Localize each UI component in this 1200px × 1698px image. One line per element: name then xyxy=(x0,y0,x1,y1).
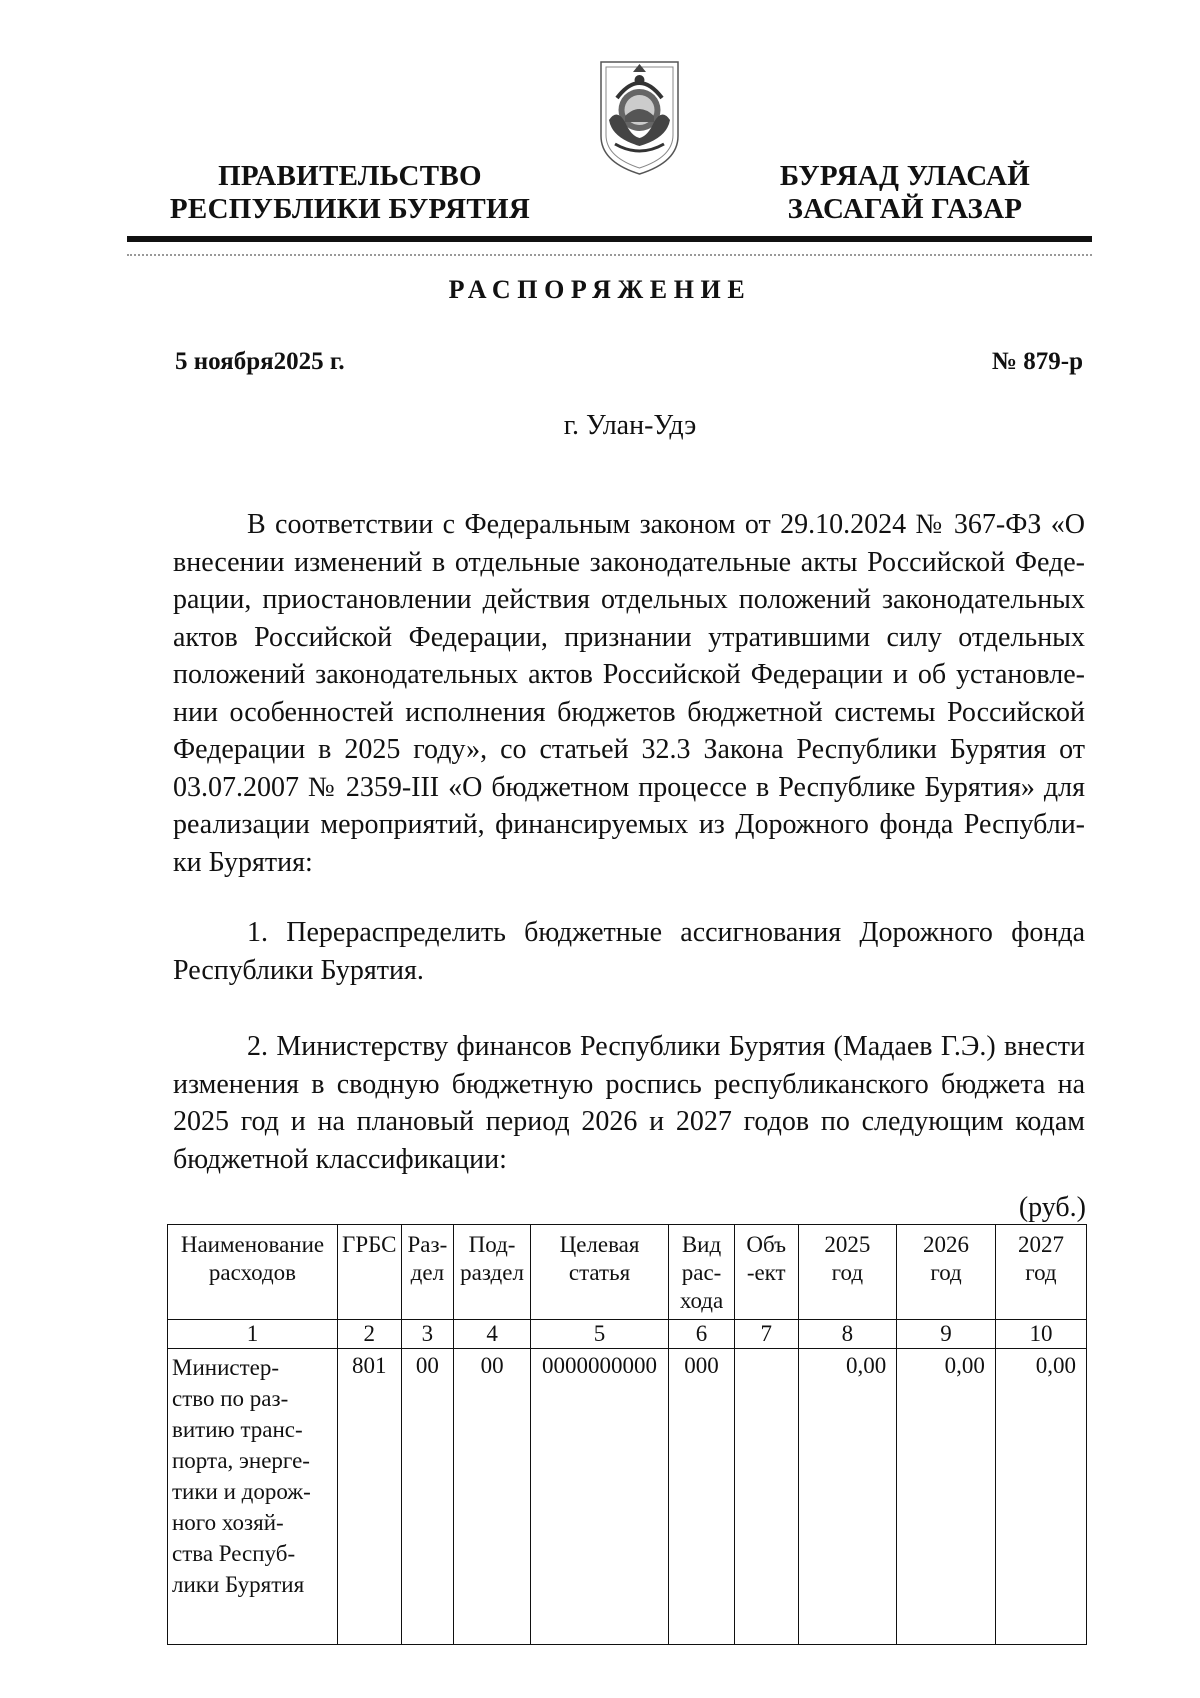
column-header-name: Наименование расходов xyxy=(168,1225,338,1320)
document-city: г. Улан-Удэ xyxy=(563,410,697,441)
cell-object xyxy=(734,1349,798,1645)
text-line: изменения в сводную бюджетную роспись республиканского бюджета на xyxy=(173,1068,1085,1100)
cell-podrazdel: 00 xyxy=(454,1349,531,1645)
column-header-razdel: Раз- дел xyxy=(401,1225,454,1320)
cell-vid: 000 xyxy=(669,1349,735,1645)
text-line: 2. Министерству финансов Республики Бурятия (Мадаев Г.Э.) внести xyxy=(247,1031,1085,1062)
text-line: положений законодательных актов Российской Федерации и об установле- xyxy=(173,659,1085,690)
preamble-paragraph xyxy=(173,506,1085,881)
text-line: Федерации в 2025 году», со статьей 32.3 Закона Республики Бурятия от xyxy=(173,734,1085,765)
cell-2027: 0,00 xyxy=(995,1349,1086,1645)
text-line: В соответствии с Федеральным законом от 29.10.2024 № 367-ФЗ «О xyxy=(247,509,1085,540)
column-header-podrazdel: Под- раздел xyxy=(454,1225,531,1320)
text-line: ки Бурятия: xyxy=(173,846,313,878)
item-2-paragraph xyxy=(173,1028,1085,1178)
column-number: 2 xyxy=(337,1320,401,1349)
text-line: 03.07.2007 № 2359-III «О бюджетном процессе в Республике Бурятия» для xyxy=(173,771,1085,803)
cell-razdel: 00 xyxy=(401,1349,454,1645)
cell-2025: 0,00 xyxy=(798,1349,897,1645)
government-name-buryat xyxy=(760,160,1050,226)
column-number: 4 xyxy=(454,1320,531,1349)
column-header-target: Целевая статья xyxy=(530,1225,668,1320)
document-type-title: РАСПОРЯЖЕНИЕ xyxy=(448,275,752,304)
document-number: № 879-р xyxy=(991,348,1083,375)
cell-grbs: 801 xyxy=(337,1349,401,1645)
column-number-row xyxy=(168,1320,1087,1349)
column-number: 9 xyxy=(897,1320,996,1349)
cell-expense-name: Министер- ство по раз- витию транс- порта, энерге- тики и дорож- ного хозяй- ства Респуб- лики Бурятия xyxy=(168,1349,338,1645)
text-line: Республики Бурятия. xyxy=(173,954,424,986)
table-header-row xyxy=(168,1225,1087,1320)
header-left-line-1: ПРАВИТЕЛЬСТВО xyxy=(218,160,482,192)
column-number: 5 xyxy=(530,1320,668,1349)
text-line: нии особенностей исполнения бюджетов бюджетной системы Российской xyxy=(173,696,1085,728)
currency-unit-label: (руб.) xyxy=(1018,1192,1086,1223)
table-row xyxy=(168,1349,1087,1645)
column-header-grbs: ГРБС xyxy=(337,1225,401,1320)
text-line: бюджетной классификации: xyxy=(173,1143,507,1175)
item-1-paragraph xyxy=(173,914,1085,989)
coat-of-arms-emblem xyxy=(597,58,682,178)
header-left-line-2: РЕСПУБЛИКИ БУРЯТИЯ xyxy=(169,193,531,225)
header-right-line-1: БУРЯАД УЛАСАЙ xyxy=(779,160,1031,192)
text-line: реализации мероприятий, финансируемых из Дорожного фонда Республи- xyxy=(173,809,1085,840)
column-header-vid: Вид рас- хода xyxy=(669,1225,735,1320)
column-number: 8 xyxy=(798,1320,897,1349)
column-number: 1 xyxy=(168,1320,338,1349)
text-line: рации, приостановлении действия отдельных положений законодательных xyxy=(173,584,1085,615)
text-line: 2025 год и на плановый период 2026 и 2027 годов по следующим кодам xyxy=(173,1106,1085,1137)
header-divider-dotted xyxy=(127,254,1092,256)
column-header-2027: 2027 год xyxy=(995,1225,1086,1320)
government-name-russian xyxy=(160,160,540,226)
document-date: 5 ноября2025 г. xyxy=(175,348,345,375)
header-right-line-2: ЗАСАГАЙ ГАЗАР xyxy=(787,193,1023,225)
cell-2026: 0,00 xyxy=(897,1349,996,1645)
column-header-2026: 2026 год xyxy=(897,1225,996,1320)
column-number: 10 xyxy=(995,1320,1086,1349)
text-line: актов Российской Федерации, признании утратившими силу отдельных xyxy=(173,621,1085,653)
column-number: 6 xyxy=(669,1320,735,1349)
column-header-2025: 2025 год xyxy=(798,1225,897,1320)
text-line: 1. Перераспределить бюджетные ассигнования Дорожного фонда xyxy=(247,917,1085,948)
column-number: 7 xyxy=(734,1320,798,1349)
text-line: внесении изменений в отдельные законодательные акты Российской Феде- xyxy=(173,546,1085,578)
column-header-object: Объ -ект xyxy=(734,1225,798,1320)
column-number: 3 xyxy=(401,1320,454,1349)
cell-target: 0000000000 xyxy=(530,1349,668,1645)
budget-table xyxy=(167,1224,1087,1645)
header-divider-thick xyxy=(127,236,1092,242)
